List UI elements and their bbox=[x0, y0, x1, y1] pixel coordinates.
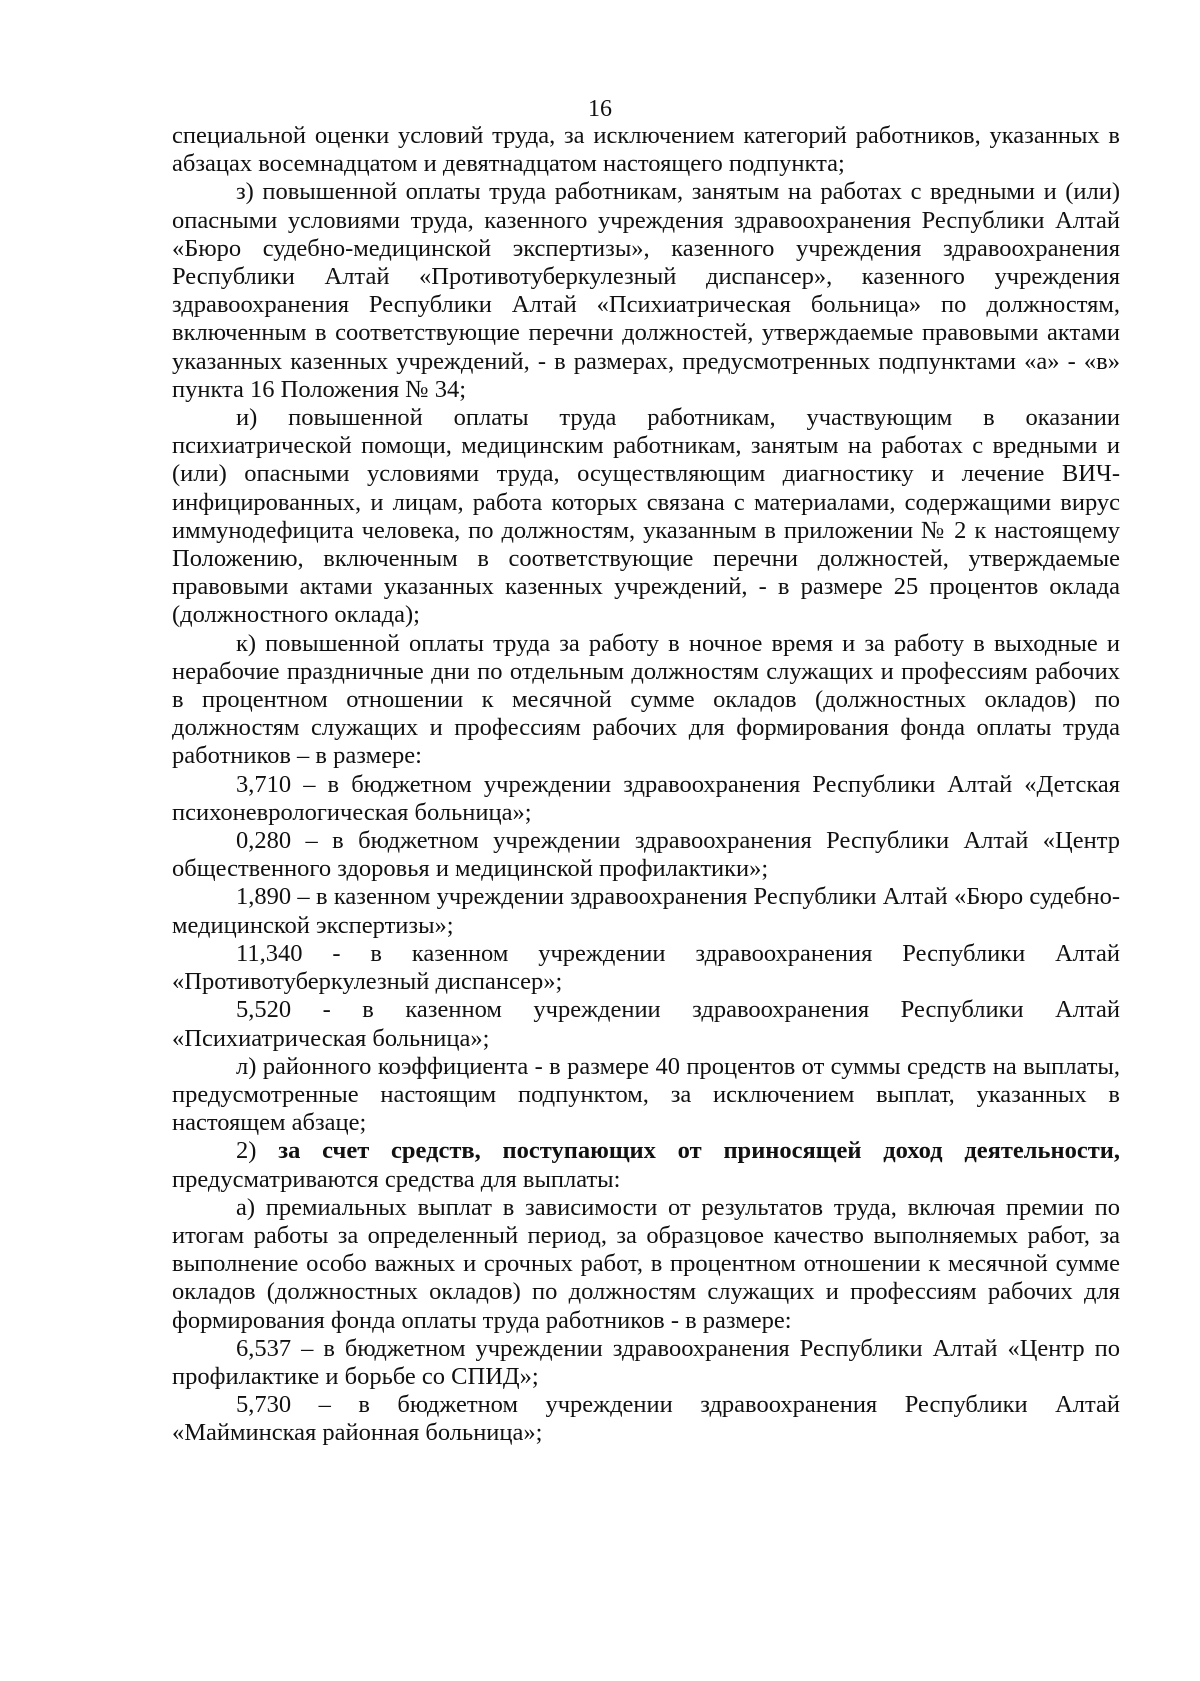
paragraph: а) премиальных выплат в зависимости от результатов труда, включая премии по итогам работы за определенный период, за образцовое качество выполняемых работ, за выполнение особо важных и срочных работ, в процентном отношении к месячной сумме окладов (должностных окладов) по должностям служащих и профессиям рабочих для формирования фонда оплаты труда работников - в размере: bbox=[172, 1193, 1120, 1334]
paragraph: 0,280 – в бюджетном учреждении здравоохранения Республики Алтай «Центр общественного здоровья и медицинской профилактики»; bbox=[172, 827, 1120, 883]
paragraph: 5,730 – в бюджетном учреждении здравоохранения Республики Алтай «Майминская районная больница»; bbox=[172, 1391, 1120, 1447]
item-2-number: 2) bbox=[236, 1137, 257, 1165]
paragraph-item-2 bbox=[172, 1137, 1120, 1193]
paragraph: и) повышенной оплаты труда работникам, участвующим в оказании психиатрической помощи, медицинским работникам, занятым на работах с вредными и (или) опасными условиями труда, осуществляющим диагностику и лечение ВИЧ-инфицированных, и лицам, работа которых связана с материалами, содержащими вирус иммунодефицита человека, по должностям, указанным в приложении № 2 к настоящему Положению, включенным в соответствующие перечни должностей, утверждаемые правовыми актами указанных казенных учреждений, - в размере 25 процентов оклада (должностного оклада); bbox=[172, 404, 1120, 629]
paragraph: 1,890 – в казенном учреждении здравоохранения Республики Алтай «Бюро судебно-медицинской экспертизы»; bbox=[172, 883, 1120, 939]
paragraph: к) повышенной оплаты труда за работу в ночное время и за работу в выходные и нерабочие праздничные дни по отдельным должностям служащих и профессиям рабочих в процентном отношении к месячной сумме окладов (должностных окладов) по должностям служащих и профессиям рабочих для формирования фонда оплаты труда работников – в размере: bbox=[172, 629, 1120, 770]
paragraph: 3,710 – в бюджетном учреждении здравоохранения Республики Алтай «Детская психоневрологическая больница»; bbox=[172, 770, 1120, 826]
item-2-bold-text: за счет средств, поступающих от приносящей доход деятельности, bbox=[278, 1137, 1121, 1165]
paragraph: 6,537 – в бюджетном учреждении здравоохранения Республики Алтай «Центр по профилактике и борьбе со СПИД»; bbox=[172, 1334, 1120, 1390]
paragraph: 5,520 - в казенном учреждении здравоохранения Республики Алтай «Психиатрическая больница»; bbox=[172, 996, 1120, 1052]
paragraph: л) районного коэффициента - в размере 40 процентов от суммы средств на выплаты, предусмотренные настоящим подпунктом, за исключением выплат, указанных в настоящем абзаце; bbox=[172, 1052, 1120, 1137]
item-2-rest: предусматриваются средства для выплаты: bbox=[172, 1165, 621, 1193]
paragraph: специальной оценки условий труда, за исключением категорий работников, указанных в абзацах восемнадцатом и девятнадцатом настоящего подпункта; bbox=[172, 122, 1120, 178]
paragraph: з) повышенной оплаты труда работникам, занятым на работах с вредными и (или) опасными условиями труда, казенного учреждения здравоохранения Республики Алтай «Бюро судебно-медицинской экспертизы», казенного учреждения здравоохранения Республики Алтай «Противотуберкулезный диспансер», казенного учреждения здравоохранения Республики Алтай «Психиатрическая больница» по должностям, включенным в соответствующие перечни должностей, утверждаемые правовыми актами указанных казенных учреждений, - в размерах, предусмотренных подпунктами «а» - «в» пункта 16 Положения № 34; bbox=[172, 178, 1120, 403]
document-body bbox=[172, 122, 1120, 1448]
paragraph: 11,340 - в казенном учреждении здравоохранения Республики Алтай «Противотуберкулезный диспансер»; bbox=[172, 939, 1120, 996]
page-number: 16 bbox=[588, 96, 612, 122]
